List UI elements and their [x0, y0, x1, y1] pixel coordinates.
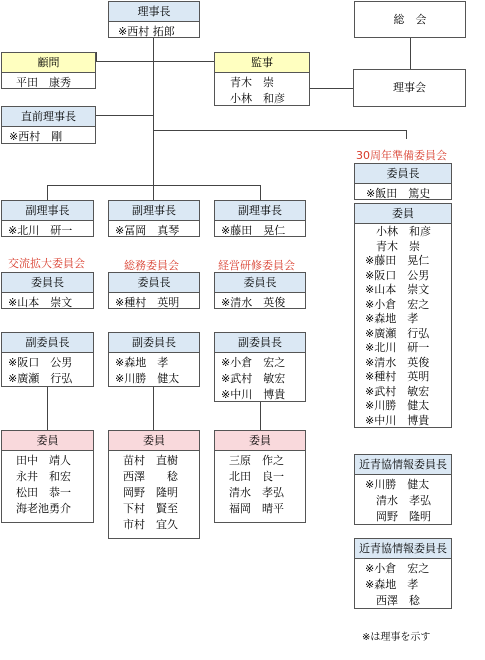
committee-members-title: 委員 [2, 431, 93, 451]
member-name: ※廣瀬 行弘 [365, 326, 430, 340]
member-name: ※北川 研一 [8, 224, 73, 237]
anniversary-members-box [354, 203, 452, 428]
committee-members-box [1, 430, 94, 523]
vice-committee-chair-box [214, 332, 306, 402]
anniversary-chair-box [354, 163, 452, 200]
member-name: 青木 崇 [376, 239, 420, 253]
member-name: ※種村 英明 [365, 370, 430, 383]
vice-committee-chair-box [108, 332, 200, 387]
committee-chair-box [1, 272, 94, 309]
committee-name: 交流拡大委員会 [8, 257, 85, 270]
committee-chair-title: 委員長 [109, 273, 199, 293]
connector-line [153, 387, 154, 430]
member-name: ※中川 博貴 [221, 388, 286, 401]
committee-name: 総務委員会 [124, 259, 179, 272]
vice-chairman-box [1, 200, 94, 237]
auditor-title: 監事 [215, 53, 309, 73]
chairman-title: 理事長 [109, 2, 199, 22]
vice-chairman-title: 副理事長 [215, 201, 305, 221]
member-name: ※清水 英俊 [221, 296, 286, 309]
member-name: ※山本 崇文 [365, 283, 430, 296]
committee-chair-title: 委員長 [2, 273, 93, 293]
connector-line [96, 115, 153, 116]
board-meeting-box: 理事会 [353, 69, 466, 107]
member-name: 北田 良一 [229, 470, 284, 483]
member-name: ※川勝 健太 [115, 372, 180, 385]
kinseikyo-title: 近青協情報委員長 [355, 455, 451, 475]
member-name: 清水 孝弘 [229, 486, 284, 499]
committee-members-box [108, 430, 200, 539]
past-chairman-title: 直前理事長 [2, 107, 95, 127]
member-name: 福岡 晴平 [229, 502, 284, 515]
vice-committee-chair-title: 副委員長 [215, 333, 305, 353]
connector-line [47, 185, 48, 200]
committee-members-title: 委員 [109, 431, 199, 451]
member-name: ※小倉 宏之 [365, 297, 430, 311]
member-name: ※西村 拓郎 [118, 25, 175, 38]
anniversary-chair-title: 委員長 [355, 164, 451, 184]
member-name: 西澤 稔 [123, 470, 178, 483]
vice-chairman-title: 副理事長 [2, 201, 93, 221]
vice-committee-chair-title: 副委員長 [109, 333, 199, 353]
member-name: ※中川 博貴 [365, 413, 430, 427]
member-name: ※飯田 篤史 [366, 187, 431, 200]
member-name: ※森地 孝 [365, 578, 419, 591]
connector-line [96, 52, 97, 61]
member-name: 下村 賢至 [123, 502, 178, 515]
connector-line [153, 61, 214, 62]
anniversary-members-title: 委員 [355, 204, 451, 224]
member-name: ※森地 孝 [365, 312, 419, 325]
member-name: 清水 孝弘 [376, 494, 431, 507]
member-name: ※西村 剛 [9, 130, 63, 143]
committee-members-box [214, 430, 306, 523]
member-name: 岡野 隆明 [123, 486, 178, 499]
committee-chair-title: 委員長 [215, 273, 305, 293]
member-name: ※川勝 健太 [365, 478, 430, 491]
member-name: 永井 和宏 [16, 470, 71, 483]
connector-line [260, 185, 261, 200]
member-name: ※小倉 宏之 [221, 356, 286, 369]
member-name: ※川勝 健太 [365, 399, 430, 412]
member-name: ※藤田 晃仁 [365, 254, 430, 267]
member-name: 岡野 隆明 [376, 510, 431, 523]
committee-chair-box [108, 272, 200, 309]
member-name: 三原 作之 [229, 454, 284, 467]
chairman-box [108, 1, 200, 38]
committee-name: 経営研修委員会 [218, 259, 295, 272]
member-name: ※阪口 公男 [365, 268, 430, 282]
member-name: ※種村 英明 [115, 296, 180, 309]
connector-line [260, 402, 261, 430]
member-name: 松田 恭一 [16, 486, 71, 499]
member-name: 田中 靖人 [16, 454, 71, 467]
kinseikyo-box [354, 454, 452, 525]
auditor-box [214, 52, 310, 106]
member-name: 西澤 稔 [376, 594, 420, 607]
kinseikyo-title: 近青協情報委員長 [355, 539, 451, 559]
member-name: ※冨岡 真琴 [115, 224, 180, 237]
connector-line [96, 61, 153, 62]
member-name: ※武村 敏宏 [365, 384, 430, 398]
advisor-box [1, 52, 96, 89]
member-name: 市村 宜久 [123, 518, 178, 531]
member-name: ※武村 敏宏 [221, 372, 286, 385]
kinseikyo-box [354, 538, 452, 609]
vice-chairman-box [214, 200, 306, 237]
committee-chair-box [214, 272, 306, 309]
committee-members-title: 委員 [215, 431, 305, 451]
connector-line [410, 38, 411, 69]
legend-note: ※は理事を示す [362, 632, 431, 643]
member-name: ※山本 崇文 [8, 296, 73, 309]
vice-chairman-box [108, 200, 200, 237]
member-name: 苗村 直樹 [123, 454, 178, 467]
advisor-title: 顧問 [2, 53, 95, 73]
vice-committee-chair-title: 副委員長 [2, 333, 93, 353]
member-name: ※清水 英俊 [365, 355, 430, 369]
member-name: ※阪口 公男 [8, 356, 73, 369]
connector-line [406, 130, 407, 139]
anniversary-committee-name: 30周年準備委員会 [356, 149, 447, 162]
member-name: 海老池勇介 [16, 502, 71, 515]
connector-line [47, 185, 260, 186]
connector-line [153, 38, 154, 200]
member-name: 小林 和彦 [230, 92, 285, 105]
member-name: ※森地 孝 [115, 356, 169, 369]
member-name: ※廣瀬 行弘 [8, 372, 73, 385]
member-name: ※北川 研一 [365, 341, 430, 354]
vice-chairman-title: 副理事長 [109, 201, 199, 221]
member-name: 小林 和彦 [376, 225, 431, 238]
connector-line [310, 88, 353, 89]
member-name: 平田 康秀 [16, 76, 71, 89]
vice-committee-chair-box [1, 332, 94, 387]
member-name: 青木 崇 [230, 76, 274, 89]
member-name: ※小倉 宏之 [365, 562, 430, 575]
connector-line [153, 130, 406, 131]
past-chairman-box [1, 106, 96, 144]
member-name: ※藤田 晃仁 [221, 224, 286, 237]
connector-line [47, 387, 48, 430]
general-assembly-box: 総 会 [354, 1, 466, 38]
